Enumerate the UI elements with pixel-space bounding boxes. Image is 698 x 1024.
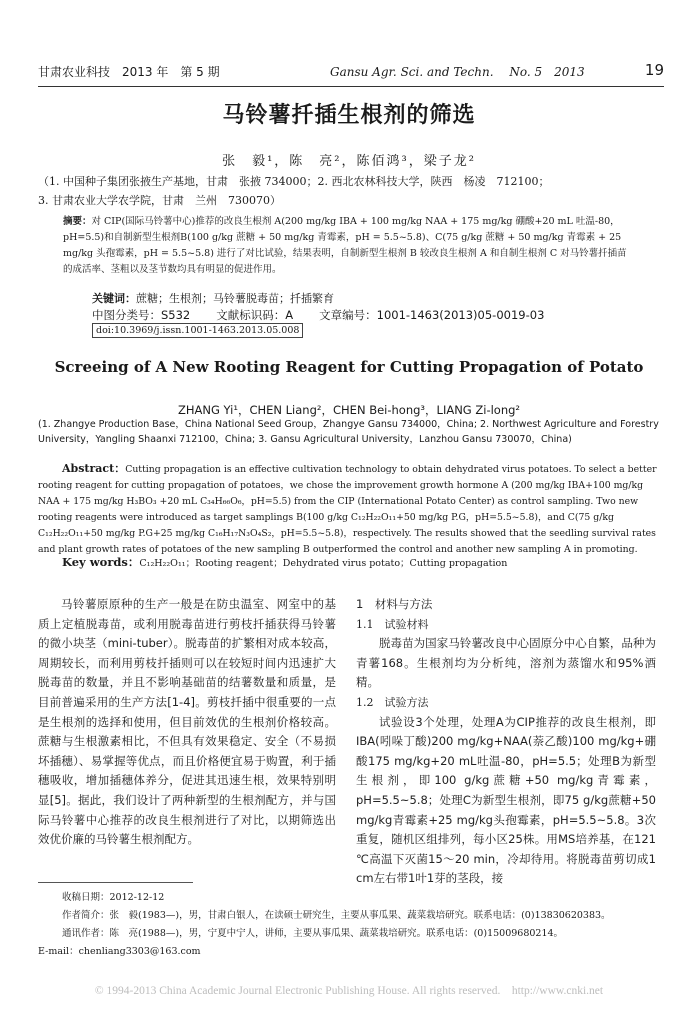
keywords-cn: [92, 290, 334, 306]
affiliation-line: （1. 中国种子集团张掖生产基地，甘肃 张掖 734000；2. 西北农林科技大学，陕西 杨凌 712100；: [38, 175, 550, 188]
affiliation-line: 3. 甘肃农业大学农学院，甘肃 兰州 730070）: [38, 194, 281, 207]
keywords-en: [62, 554, 507, 570]
affiliations-cn: [38, 172, 664, 210]
keywords-label-cn: 关键词：: [92, 292, 136, 305]
abstract-text-en: Cutting propagation is an effective cultivation technology to obtain dehydrated virus potatoes. To select a better rooting reagent for cutting propagation of potatoes，we chose the improvement growth hormone A (200 mg/kg IBA+100 mg/kg NAA + 175 mg/kg H₃BO₃ +20 mL C₃₄H₆₆O₆，pH=5.5) from the CIP (International Potato Center) as control sampling. Two new rooting reagents were introduced as target samplings B(100 g/kg C₁₂H₂₂O₁₁+50 mg/kg P.G，pH=5.5~5.8)，and C(75 g/kg C₁₂H₂₂O₁₁+50 mg/kg P.G+25 mg/kg C₁₆H₁₇N₃O₄S₂，pH=5.5~5.8)，respectively. The results showed that the seedling survival rates and plant growth rates of potatoes of the new sampling B outperformed the control and another new sampling A in promoting.: [38, 464, 657, 555]
authors-en: ZHANG Yi¹，CHEN Liang²，CHEN Bei-hong³，LIANG Zi-long²: [177, 403, 521, 417]
intro-paragraph: 马铃薯原原种的生产一般是在防虫温室、网室中的基质上定植脱毒苗，或利用脱毒苗进行剪枝扦插获得马铃薯的微小块茎（mini-tuber）。脱毒苗的扩繁相对成本较高，周期较长，而利用剪枝扦插则可以在较短时间内迅速扩大脱毒苗的数量，并且不影响基础苗的结薯数量和质量，是目前普遍采用的生产方法[1-4]。剪枝扦插中很重要的一点是生根剂的选择和使用，但目前效优的生根剂价格较高。蔗糖与生根激素相比，不但具有效果稳定、安全（不易损坏插穗）、易掌握等优点，而且价格便宜易于购置，利于插穗吸收，增加插穗体养分，促进其迅速生根，效果特别明显[5]。据此，我们设计了两种新型的生根剂配方，并与国际马铃薯中心推荐的改良生根剂进行了对比，以期筛选出效优价廉的马铃薯生根剂配方。: [38, 597, 336, 847]
keywords-text-en: C₁₂H₂₂O₁₁；Rooting reagent；Dehydrated virus potato；Cutting propagation: [139, 558, 508, 569]
subsection-heading: 1.1 试验材料: [356, 617, 429, 631]
section-heading: 1 材料与方法: [356, 597, 433, 611]
materials-paragraph: 脱毒苗为国家马铃薯改良中心固原分中心自繁，品种为青薯168。生根剂均为分析纯，溶剂为蒸馏水和95%酒精。: [356, 636, 656, 690]
abstract-label-en: Abstract：: [62, 462, 126, 475]
running-header: [38, 63, 664, 83]
journal-name-en: Gansu Agr. Sci. and Techn. No. 5 2013: [330, 65, 585, 79]
copyright-watermark: © 1994-2013 China Academic Journal Electronic Publishing House. All rights reserved. http://www.cnki.net: [94, 985, 604, 997]
article-title-en: Screeing of A New Rooting Reagent for Cutting Propagation of Potato: [54, 358, 644, 376]
email: E-mail：chenliang3303@163.com: [38, 946, 201, 957]
abstract-cn: [63, 214, 628, 278]
abstract-en: [38, 461, 664, 558]
subsection-heading: 1.2 试验方法: [356, 695, 429, 709]
methods-paragraph: 试验设3个处理，处理A为CIP推荐的改良生根剂，即IBA(吲哚丁酸)200 mg/kg+NAA(萘乙酸)100 mg/kg+硼酸175 mg/kg+20 mL吐温-80，pH=5.5；处理B为新型生根剂，即100 g/kg蔗糖+50 mg/kg青霉素，pH=5.5~5.8；处理C为新型生根剂，即75 g/kg蔗糖+50 mg/kg青霉素+25 mg/kg头孢霉素，pH=5.5~5.8。3次重复，随机区组排列，每小区25株。用MS培养基，在121 ℃高温下灭菌15～20 min，冷却待用。将脱毒苗剪切成1 cm左右带1叶1芽的茎段，接: [356, 714, 656, 886]
article-title-cn: 马铃薯扦插生根剂的筛选: [222, 103, 476, 128]
abstract-label-cn: 摘要：: [63, 216, 92, 227]
received-date: 收稿日期：2012-12-12: [62, 892, 165, 903]
footnote-rule: [38, 882, 193, 883]
keywords-label-en: Key words：: [62, 555, 140, 569]
journal-name-cn: 甘肃农业科技 2013 年 第 5 期: [38, 65, 220, 79]
classification-line: [92, 307, 570, 323]
authors-cn: 张 毅¹，陈 亮²，陈佰鸿³，梁子龙²: [222, 154, 476, 169]
keywords-text-cn: 蔗糖；生根剂；马铃薯脱毒苗；扦插繁育: [136, 292, 334, 305]
body-column-right: [356, 595, 656, 889]
header-rule: [38, 86, 664, 87]
clc-number: 中图分类号：S532: [92, 308, 191, 322]
abstract-text-cn: 对 CIP(国际马铃薯中心)推荐的改良生根剂 A(200 mg/kg IBA + 100 mg/kg NAA + 175 mg/kg 硼酸+20 mL 吐温-80，pH=5.5)和自制新型生根剂B(100 g/kg 蔗糖 + 50 mg/kg 青霉素，pH = 5.5~5.8)、C(75 g/kg 蔗糖 + 50 mg/kg 青霉素 + 25 mg/kg 头孢霉素，pH = 5.5~5.8) 进行了对比试验，结果表明，自制新型生根剂 B 较改良生根剂 A 和自制生根剂 C 对马铃薯扦插苗的成活率、茎粗以及茎节数均具有明显的促进作用。: [63, 216, 627, 275]
corresponding-author: 通讯作者：陈 亮(1988—)，男，宁夏中宁人，讲师，主要从事瓜果、蔬菜栽培研究。联系电话：(0)15009680214。: [62, 928, 564, 939]
page-number: 19: [644, 61, 664, 79]
body-column-left: [38, 595, 336, 850]
doi-link[interactable]: doi:10.3969/j.issn.1001-1463.2013.05.008: [92, 323, 303, 338]
author-bio: 作者简介：张 毅(1983—)，男，甘肃白银人，在读硕士研究生，主要从事瓜果、蔬菜栽培研究。联系电话：(0)13830620383。: [62, 910, 611, 921]
footnotes: [38, 889, 664, 961]
document-code: 文献标识码：A: [216, 308, 294, 322]
affiliations-en: (1. Zhangye Production Base，China National Seed Group，Zhangye Gansu 734000，China; 2. Northwest Agriculture and Forestry University，Yangling Shaanxi 712100，China; 3. Gansu Agricultural University，Lanzhou Gansu 730070，China): [38, 419, 659, 445]
article-number: 文章编号：1001-1463(2013)05-0019-03: [319, 308, 545, 322]
